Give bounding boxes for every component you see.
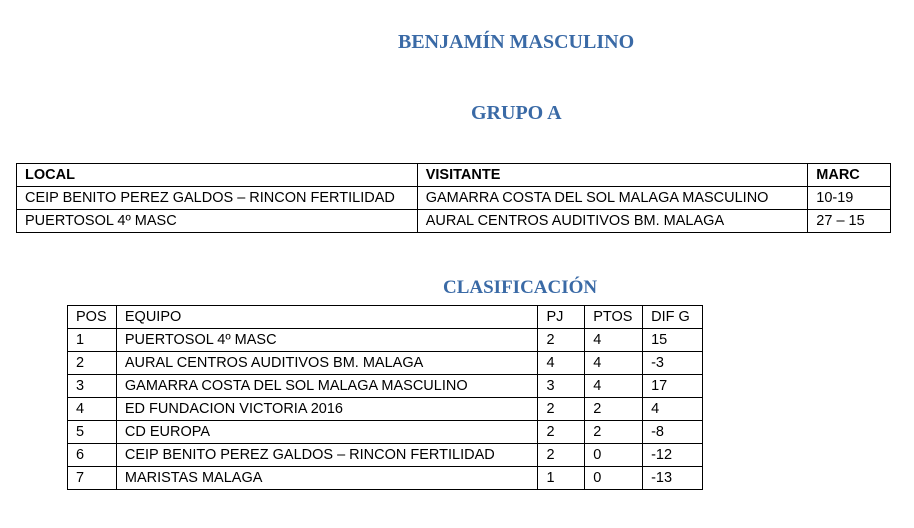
- team-name: MARISTAS MALAGA: [116, 467, 538, 490]
- local-team: CEIP BENITO PEREZ GALDOS – RINCON FERTILIDAD: [17, 187, 418, 210]
- goal-difference: 4: [643, 398, 703, 421]
- table-row: [68, 375, 703, 398]
- games-played: 2: [538, 421, 585, 444]
- table-row: [68, 398, 703, 421]
- header-dif-g: DIF G: [643, 306, 703, 329]
- position: 7: [68, 467, 117, 490]
- goal-difference: -3: [643, 352, 703, 375]
- goal-difference: -8: [643, 421, 703, 444]
- score: 10-19: [808, 187, 891, 210]
- points: 4: [585, 375, 643, 398]
- games-played: 2: [538, 398, 585, 421]
- goal-difference: -13: [643, 467, 703, 490]
- points: 0: [585, 467, 643, 490]
- team-name: PUERTOSOL 4º MASC: [116, 329, 538, 352]
- points: 0: [585, 444, 643, 467]
- results-table: [16, 163, 891, 233]
- position: 4: [68, 398, 117, 421]
- group-title: GRUPO A: [471, 102, 562, 124]
- table-row: [68, 421, 703, 444]
- team-name: CEIP BENITO PEREZ GALDOS – RINCON FERTILIDAD: [116, 444, 538, 467]
- visiting-team: GAMARRA COSTA DEL SOL MALAGA MASCULINO: [417, 187, 808, 210]
- standings-table: [67, 305, 703, 490]
- goal-difference: -12: [643, 444, 703, 467]
- header-equipo: EQUIPO: [116, 306, 538, 329]
- points: 2: [585, 421, 643, 444]
- results-header-row: [17, 164, 891, 187]
- points: 2: [585, 398, 643, 421]
- position: 2: [68, 352, 117, 375]
- games-played: 2: [538, 444, 585, 467]
- team-name: AURAL CENTROS AUDITIVOS BM. MALAGA: [116, 352, 538, 375]
- table-row: [68, 444, 703, 467]
- position: 6: [68, 444, 117, 467]
- points: 4: [585, 329, 643, 352]
- goal-difference: 15: [643, 329, 703, 352]
- games-played: 1: [538, 467, 585, 490]
- goal-difference: 17: [643, 375, 703, 398]
- standings-title: CLASIFICACIÓN: [443, 277, 598, 298]
- local-team: PUERTOSOL 4º MASC: [17, 210, 418, 233]
- team-name: CD EUROPA: [116, 421, 538, 444]
- header-marc: MARC: [808, 164, 891, 187]
- standings-header-row: [68, 306, 703, 329]
- position: 1: [68, 329, 117, 352]
- games-played: 4: [538, 352, 585, 375]
- table-row: [68, 329, 703, 352]
- team-name: ED FUNDACION VICTORIA 2016: [116, 398, 538, 421]
- header-visitante: VISITANTE: [417, 164, 808, 187]
- team-name: GAMARRA COSTA DEL SOL MALAGA MASCULINO: [116, 375, 538, 398]
- table-row: [68, 352, 703, 375]
- table-row: [17, 187, 891, 210]
- position: 3: [68, 375, 117, 398]
- points: 4: [585, 352, 643, 375]
- games-played: 3: [538, 375, 585, 398]
- header-ptos: PTOS: [585, 306, 643, 329]
- header-pj: PJ: [538, 306, 585, 329]
- games-played: 2: [538, 329, 585, 352]
- table-row: [17, 210, 891, 233]
- table-row: [68, 467, 703, 490]
- page-title: BENJAMÍN MASCULINO: [398, 31, 635, 53]
- visiting-team: AURAL CENTROS AUDITIVOS BM. MALAGA: [417, 210, 808, 233]
- header-pos: POS: [68, 306, 117, 329]
- score: 27 – 15: [808, 210, 891, 233]
- position: 5: [68, 421, 117, 444]
- header-local: LOCAL: [17, 164, 418, 187]
